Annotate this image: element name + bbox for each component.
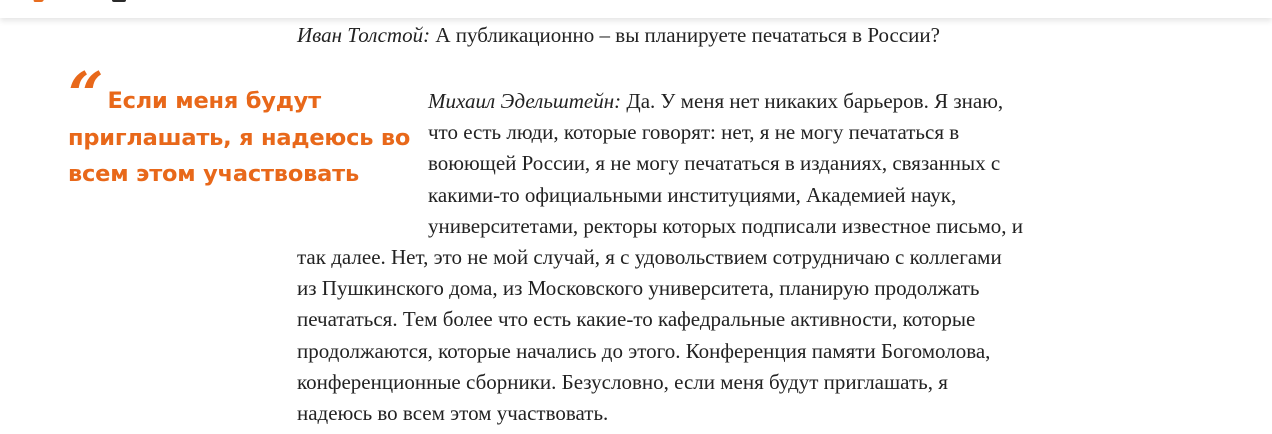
question-text: А публикационно – вы планируете печататься в России? [435,23,940,47]
pull-quote-line: приглашать, я надеюсь во [68,124,411,151]
answer-line: надеюсь во всем этом участвовать. [297,401,609,426]
pull-quote-line: всем этом участвовать [68,161,359,187]
interview-answer-continued [297,242,1117,429]
answer-line: воюющей России, я не могу печататься в изданиях, связанных с [428,151,1001,176]
answer-line: что есть люди, которые говорят: нет, я не могу печататься в [428,120,960,145]
interview-question [297,20,940,51]
answer-line: Михаил Эдельштейн: Да. У меня нет никаких барьеров. Я знаю, [428,89,1004,113]
answer-line: продолжаются, которые начались до этого. Конференция памяти Богомолова, [297,338,991,363]
site-logo[interactable] [0,0,150,2]
pull-quote [68,58,413,193]
answer-line: печататься. Тем более что есть какие-то кафедральные активности, которые [297,307,976,332]
answer-line: какими-то официальными институциями, Академией наук, [428,182,957,207]
interview-answer [428,86,1128,242]
pull-quote-line: “ Если меня будут [68,58,321,131]
answer-line: так далее. Нет, это не мой случай, я с удовольствием сотрудничаю с коллегами [297,245,1002,269]
speaker-name: Михаил Эдельштейн: [428,89,622,113]
answer-line: из Пушкинского дома, из Московского университета, планирую продолжать [297,276,980,301]
quote-mark-icon: “ [68,58,104,131]
logo-mark [112,0,126,2]
speaker-name: Иван Толстой: [297,23,431,47]
site-header-bar [0,0,1272,18]
answer-line: конференционные сборники. Безусловно, если меня будут приглашать, я [297,369,948,394]
logo-mark [33,0,49,2]
answer-line: университетами, ректоры которых подписали известное письмо, и [428,213,1024,238]
